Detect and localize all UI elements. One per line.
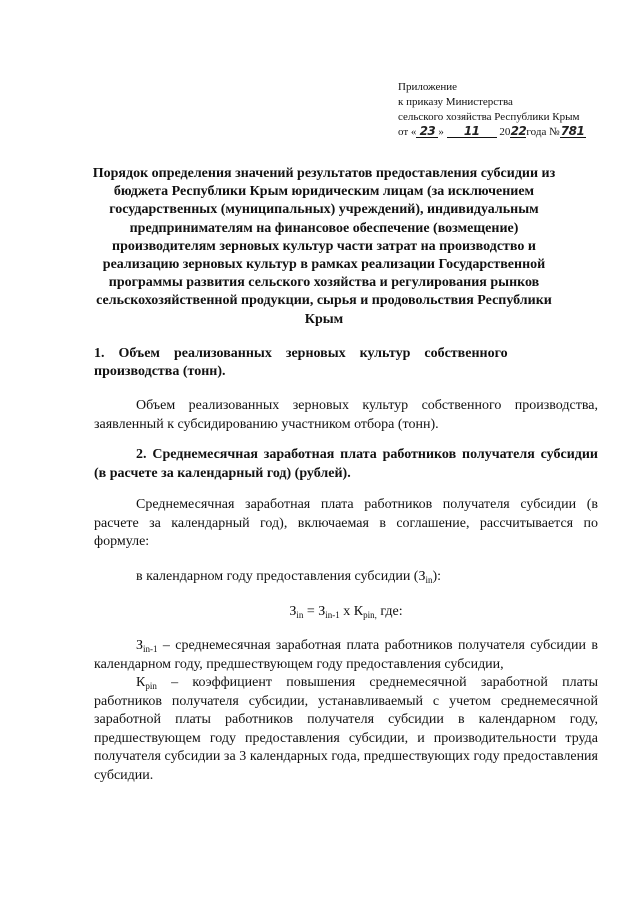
date-day-handwritten: 23 xyxy=(416,125,438,138)
definition-prev-year-salary: $З_{in-1}$ – среднемесячная заработная плата работников получателя субсидии в календарном году, предшествующем году предоставления субсидии, xyxy=(94,638,598,672)
formula-intro: в календарном году предоставления субсидии $(З_{in})$: xyxy=(136,569,442,585)
order-number-handwritten: 781 xyxy=(560,124,585,138)
date-year-word: года № xyxy=(526,126,560,138)
definition-coefficient: $К_{pin}$ – коэффициент повышения среднемесячной заработной платы работников получателя субсидии, устанавливаемый с учетом среднемесячной заработной платы работников получателя субсидии в календарном году, предшествующем году предоставления субсидии, и производительности труда получателя субсидии за 3 календарных года, предшествующих году предоставления субсидии. xyxy=(94,675,598,783)
date-year-prefix: 20 xyxy=(499,126,511,138)
date-day-close: » xyxy=(438,126,444,138)
appendix-block xyxy=(398,80,618,140)
date-year-handwritten: 22 xyxy=(510,124,527,138)
section1-heading-line2: производства (тонн). xyxy=(94,364,226,379)
date-prefix: от « xyxy=(398,126,417,138)
section1-heading-line1: 1. Объем реализованных зерновых культур собственного xyxy=(94,346,508,361)
section2-text: Среднемесячная заработная плата работников получателя субсидии (в расчете за календарный год), включаемая в соглашение, рассчитывается по формуле: xyxy=(94,497,598,549)
section2-heading: 2. Среднемесячная заработная плата работников получателя субсидии (в расчете за календарный год) (рублей). xyxy=(94,447,598,481)
appendix-order-ref: к приказу Министерства xyxy=(398,96,513,108)
appendix-label: Приложение xyxy=(398,81,458,93)
document-title: Порядок определения значений результатов предоставления субсидии из бюджета Республики Крым юридическим лицам (за исключением государственных (муниципальных) учреждений), индивидуальным предпринимателям на финансовое обеспечение (возмещение) производителям зерновых культур части затрат на производство и реализацию зерновых культур в рамках реализации Государственной программы развития сельского хозяйства и регулирования рынков сельскохозяйственной продукции, сырья и продовольствия Республики Крым xyxy=(92,166,556,327)
appendix-ministry: сельского хозяйства Республики Крым xyxy=(398,111,580,123)
section1-text: Объем реализованных зерновых культур собственного производства, заявленный к субсидированию участником отбора (тонн). xyxy=(94,398,598,432)
formula: $З_{in} = З_{in-1}$ х $К_{pin,}$ где: xyxy=(289,604,403,620)
date-month-handwritten: 11 xyxy=(447,125,497,138)
appendix-date-line xyxy=(398,125,618,140)
